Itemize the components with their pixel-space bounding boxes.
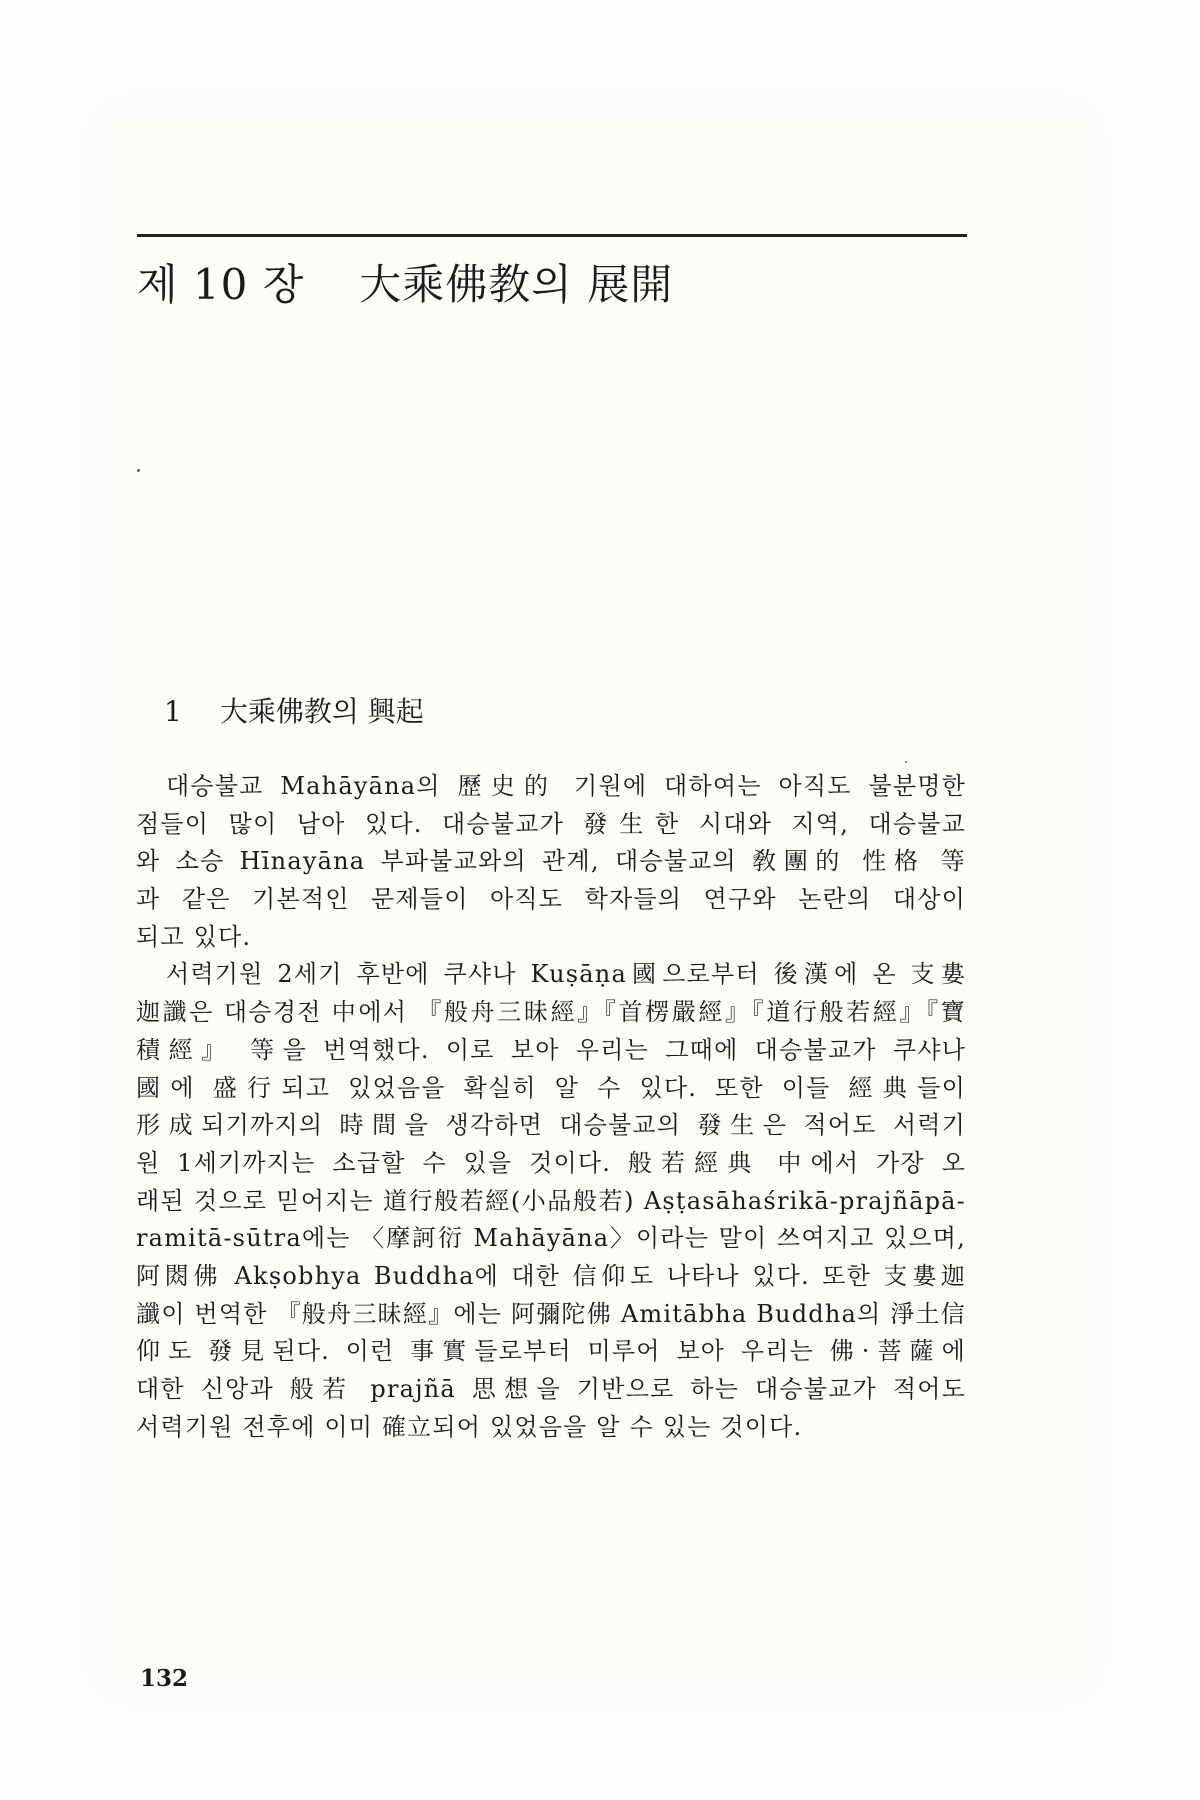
chapter-rule xyxy=(137,234,967,237)
paragraph-1 xyxy=(136,768,966,956)
text-line: 대승불교 Mahāyāna의 歷史的 기원에 대하여는 아직도 불분명한 xyxy=(166,772,966,800)
text-line: 積經』 等을 번역했다. 이로 보아 우리는 그때에 대승불교가 쿠샤나 xyxy=(136,1035,966,1064)
chapter-heading xyxy=(137,252,673,312)
section-title: 大乘佛教의 興起 xyxy=(219,695,424,728)
section-number: 1 xyxy=(164,695,182,728)
chapter-number: 제 10 장 xyxy=(137,260,305,309)
page-number: 132 xyxy=(140,1665,189,1692)
text-line: 形成되기까지의 時間을 생각하면 대승불교의 發生은 적어도 서력기 xyxy=(136,1111,966,1140)
text-line: ramitā-sūtra에는 〈摩訶衍 Mahāyāna〉이라는 말이 쓰여지고 있으며, xyxy=(136,1224,966,1253)
text-line: 서력기원 2세기 후반에 쿠샤나 Kuṣāṇa國으로부터 後漢에 온 支婁 xyxy=(166,960,966,989)
text-line: 래된 것으로 믿어지는 道行般若經(小品般若) Aṣṭasāhaśrikā-prajñāpā- xyxy=(136,1186,966,1215)
text-line: 와 소승 Hīnayāna 부파불교와의 관계, 대승불교의 敎團的 性格 等 xyxy=(136,847,966,876)
scan-speck xyxy=(137,469,140,472)
chapter-title: 大乘佛教의 展開 xyxy=(359,260,674,309)
text-line: 서력기원 전후에 이미 確立되어 있었음을 알 수 있는 것이다. xyxy=(136,1412,803,1441)
text-line: 仰도 發見된다. 이런 事實들로부터 미루어 보아 우리는 佛·菩薩에 xyxy=(136,1337,966,1366)
scan-speck xyxy=(905,761,907,763)
text-line: 國에 盛行되고 있었음을 확실히 알 수 있다. 또한 이들 經典들이 xyxy=(136,1073,966,1102)
text-line: 대한 신앙과 般若 prajñā 思想을 기반으로 하는 대승불교가 적어도 xyxy=(136,1375,966,1403)
text-line: 되고 있다. xyxy=(136,922,252,951)
text-line: 과 같은 기본적인 문제들이 아직도 학자들의 연구와 논란의 대상이 xyxy=(136,885,966,914)
text-line: 讖이 번역한 『般舟三昧經』에는 阿彌陀佛 Amitābha Buddha의 淨土信 xyxy=(136,1299,966,1328)
text-line: 阿閦佛 Akṣobhya Buddha에 대한 信仰도 나타나 있다. 또한 支婁迦 xyxy=(136,1261,966,1290)
paragraph-2 xyxy=(136,956,966,1446)
text-line: 점들이 많이 남아 있다. 대승불교가 發生한 시대와 지역, 대승불교 xyxy=(136,809,966,838)
text-line: 迦讖은 대승경전 中에서 『般舟三昧經』『首楞嚴經』『道行般若經』『寶 xyxy=(136,998,966,1027)
text-line: 원 1세기까지는 소급할 수 있을 것이다. 般若經典 中에서 가장 오 xyxy=(136,1148,966,1177)
section-heading xyxy=(164,690,424,730)
body-text xyxy=(136,768,966,1446)
